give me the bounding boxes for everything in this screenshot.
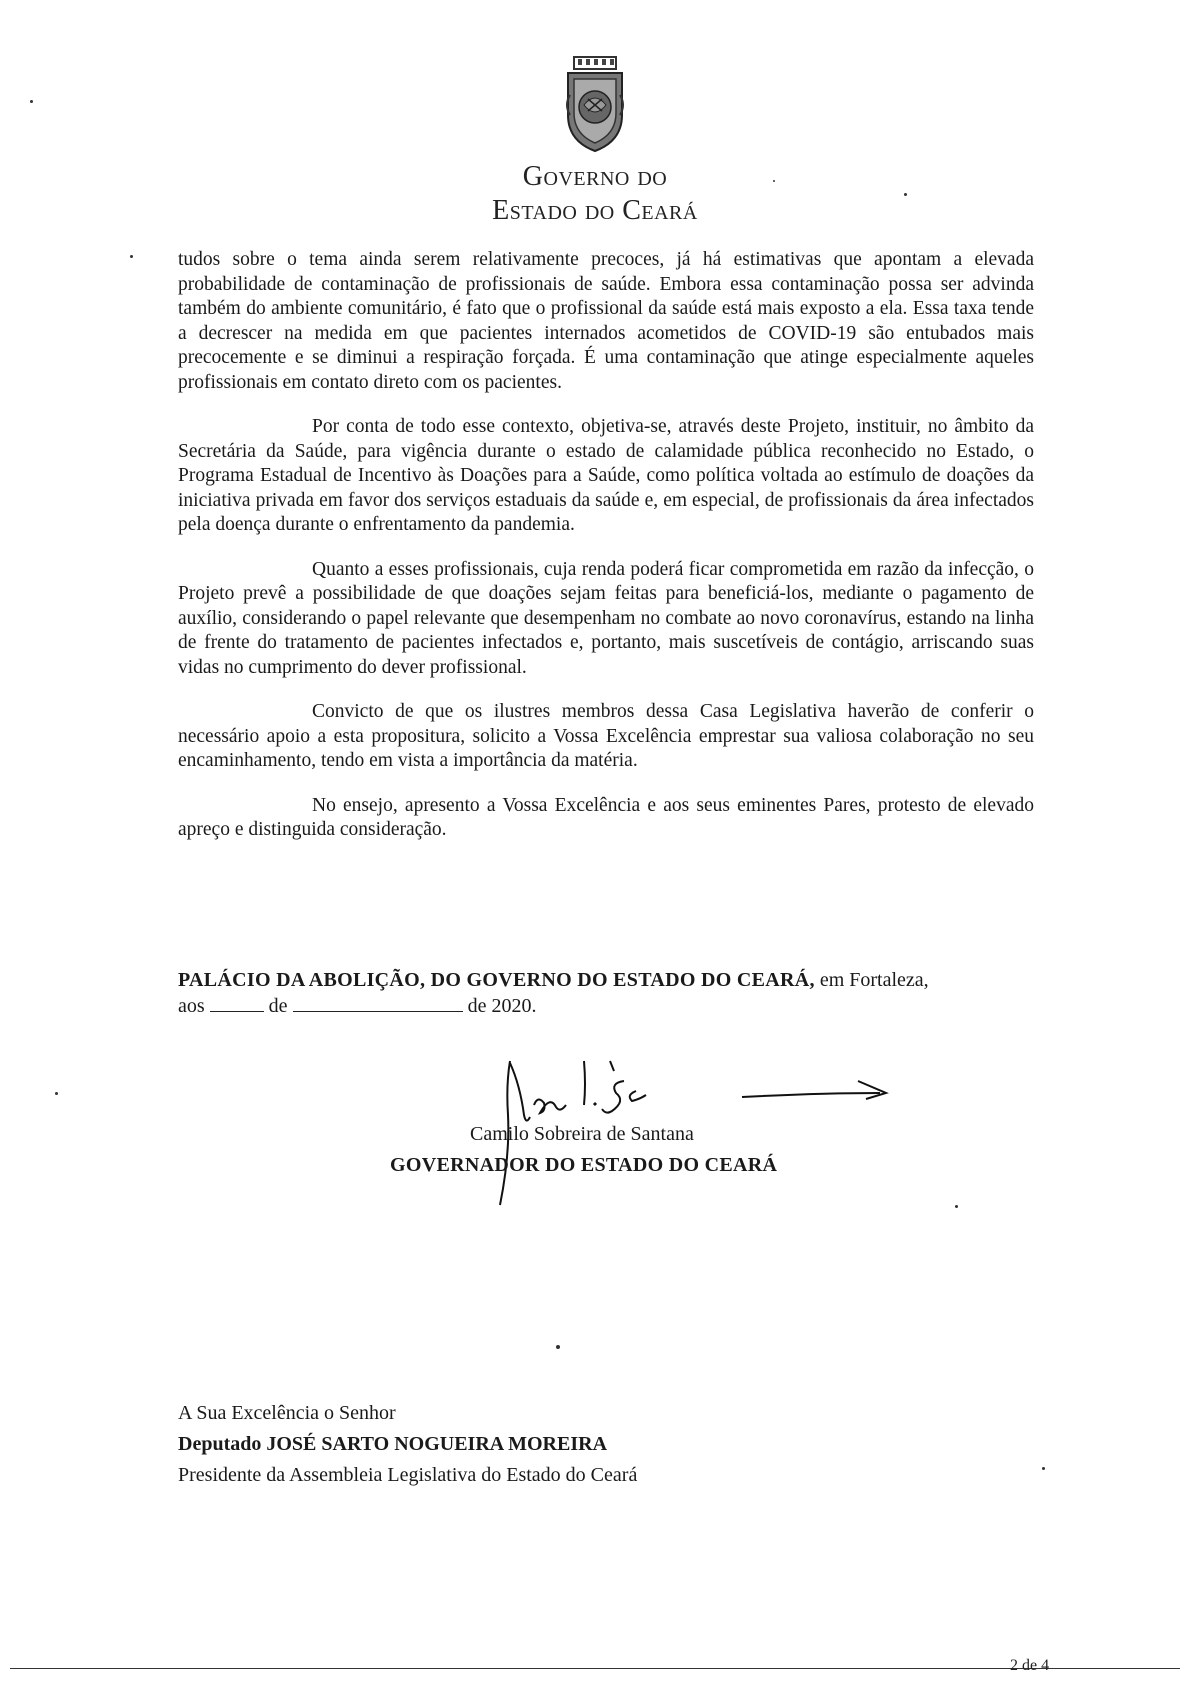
month-blank <box>293 993 463 1012</box>
paragraph-3: Quanto a esses profissionais, cuja renda poderá ficar comprometida em razão da infecção, o Projeto prevê a possibilidade de que doações sejam feitas para beneficiá-los, mediante o pagamento de auxílio, considerando o papel relevante que desempenham no combate ao novo coronavírus, estando na linha de frente do tratamento de pacientes infectados e, portanto, mais suscetíveis de contágio, arriscando suas vidas no cumprimento do dever profissional. <box>178 558 1034 678</box>
palace-name: PALÁCIO DA ABOLIÇÃO, DO GOVERNO DO ESTADO DO CEARÁ, <box>178 969 815 991</box>
addressee-name-line <box>178 1429 637 1460</box>
scan-speck <box>130 255 133 258</box>
page-number: 2 de 4 <box>1010 1657 1050 1674</box>
closing-city: em Fortaleza, <box>814 969 929 991</box>
scan-speck <box>773 180 775 182</box>
scan-speck <box>55 1092 58 1095</box>
closing-place <box>178 967 1038 993</box>
scan-speck <box>556 1345 560 1349</box>
day-blank <box>210 993 264 1012</box>
addressee-name: JOSÉ SARTO NOGUEIRA MOREIRA <box>266 1433 608 1455</box>
paragraph-1: tudos sobre o tema ainda serem relativamente precoces, já há estimativas que apontam a elevada probabilidade de contaminação de profissionais de saúde. Embora essa contaminação possa ser advinda também do ambiente comunitário, é fato que o profissional da saúde está mais exposto a ela. Essa taxa tende a decrescer na medida em que pacientes internados acometidos de COVID-19 são entubados mais precocemente e se diminui a respiração forçada. É uma contaminação que atinge especialmente aqueles profissionais em contato direto com os pacientes. <box>178 249 1034 393</box>
signer-title: GOVERNADOR DO ESTADO DO CEARÁ <box>390 1154 778 1176</box>
addressee-block <box>178 1398 637 1491</box>
dateline-year: de 2020. <box>467 995 537 1017</box>
scan-speck <box>955 1205 958 1208</box>
paragraph-5: No ensejo, apresento a Vossa Excelência e aos seus eminentes Pares, protesto de elevado apreço e distinguida consideração. <box>178 794 1034 840</box>
scan-speck <box>1042 1467 1045 1470</box>
state-coat-of-arms-icon <box>560 55 630 155</box>
addressee-prefix: Deputado <box>178 1433 267 1455</box>
dateline-de: de <box>268 995 288 1017</box>
footer-rule <box>10 1668 1180 1669</box>
letter-body <box>178 248 1034 863</box>
letterhead-line-1: Governo do <box>522 161 668 192</box>
scan-speck <box>904 193 907 196</box>
closing-dateline <box>178 993 536 1019</box>
letterhead-line-2: Estado do Ceará <box>492 195 698 226</box>
paragraph-4: Convicto de que os ilustres membros dessa Casa Legislativa haverão de conferir o necessário apoio a esta propositura, solicito a Vossa Excelência emprestar sua valiosa colaboração no seu encaminhamento, tendo em vista a importância da matéria. <box>178 701 1034 771</box>
addressee-salutation: A Sua Excelência o Senhor <box>178 1402 396 1424</box>
paragraph-2: Por conta de todo esse contexto, objetiva-se, através deste Projeto, instituir, no âmbito da Secretária da Saúde, para vigência durante o estado de calamidade pública reconhecido no Estado, o Programa Estadual de Incentivo às Doações para a Saúde, como política voltada ao estímulo de doações da iniciativa privada em favor dos serviços estaduais da saúde e, em especial, de profissionais da área infectados pela doença durante o enfrentamento da pandemia. <box>178 416 1034 535</box>
letterhead <box>0 55 1190 228</box>
addressee-role: Presidente da Assembleia Legislativa do Estado do Ceará <box>178 1464 638 1486</box>
signer-name: Camilo Sobreira de Santana <box>470 1123 694 1145</box>
scan-speck <box>30 100 33 103</box>
dateline-aos: aos <box>178 995 205 1017</box>
